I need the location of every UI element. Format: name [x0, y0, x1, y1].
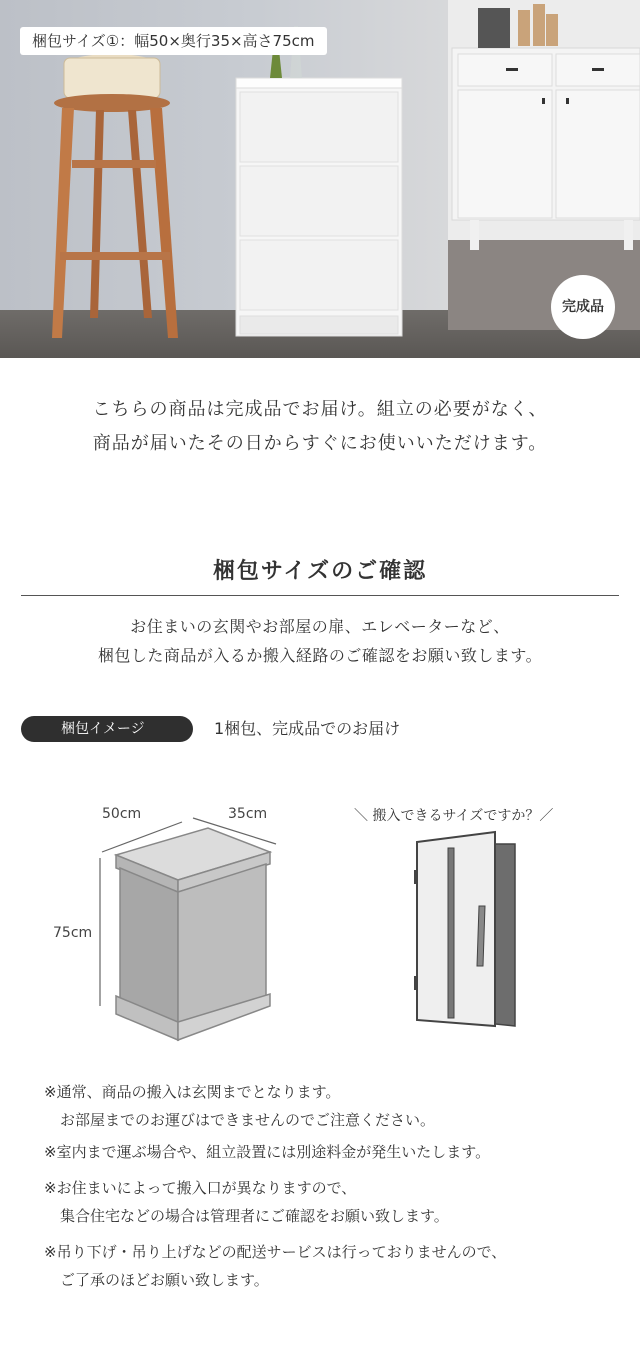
stool: [52, 54, 178, 338]
package-size-tag: 梱包サイズ①：幅50×奥行35×高さ75cm: [20, 27, 327, 55]
door-diagram: [405, 826, 525, 1036]
section-description: [0, 612, 640, 670]
product-photo: [0, 0, 640, 358]
door-frame: [495, 844, 515, 1026]
package-count-note: 1梱包、完成品でのお届け: [214, 719, 401, 738]
door-hinge: [414, 870, 418, 884]
note-line: ※通常、商品の搬入は玄関までとなります。: [44, 1083, 341, 1101]
note-item: [44, 1078, 624, 1134]
door-handle: [477, 906, 485, 966]
note-line: 集合住宅などの場合は管理者にご確認をお願い致します。: [60, 1207, 449, 1225]
note-item: [44, 1174, 624, 1230]
note-line: お部屋までのお運びはできませんのでご注意ください。: [60, 1111, 436, 1129]
section-divider: [21, 595, 619, 596]
note-item: [44, 1138, 624, 1166]
note-line: ※お住まいによって搬入口が異なりますので、: [44, 1179, 357, 1197]
intro-line: 商品が届いたその日からすぐにお使いいただけます。: [92, 433, 548, 454]
notes-list: [44, 1078, 624, 1298]
door-hinge: [414, 976, 418, 990]
door-caption: ＼ 搬入できるサイズですか？／: [354, 808, 554, 824]
intro-line: こちらの商品は完成品でお届け。組立の必要がなく、: [92, 399, 548, 420]
assembled-badge: 完成品: [551, 275, 615, 339]
note-line: ※吊り下げ・吊り上げなどの配送サービスは行っておりませんので、: [44, 1243, 507, 1261]
package-image-label: 梱包イメージ: [21, 716, 193, 742]
note-item: [44, 1238, 624, 1294]
box-width-label: 50cm: [102, 806, 142, 822]
note-line: ※室内まで運ぶ場合や、組立設置には別途料金が発生いたします。: [44, 1143, 491, 1161]
product-chest: [236, 26, 402, 336]
door-glass-strip: [448, 848, 454, 1018]
description-line: 梱包した商品が入るか搬入経路のご確認をお願い致します。: [97, 646, 543, 665]
note-line: ご了承のほどお願い致します。: [60, 1271, 269, 1289]
intro-text: [0, 393, 640, 461]
box-depth-label: 35cm: [228, 806, 268, 822]
description-line: お住まいの玄関やお部屋の扉、エレベーターなど、: [130, 617, 510, 636]
box-height-label: 75cm: [53, 925, 93, 941]
kitchen-cabinet: [452, 4, 640, 250]
section-title: 梱包サイズのご確認: [212, 559, 428, 584]
